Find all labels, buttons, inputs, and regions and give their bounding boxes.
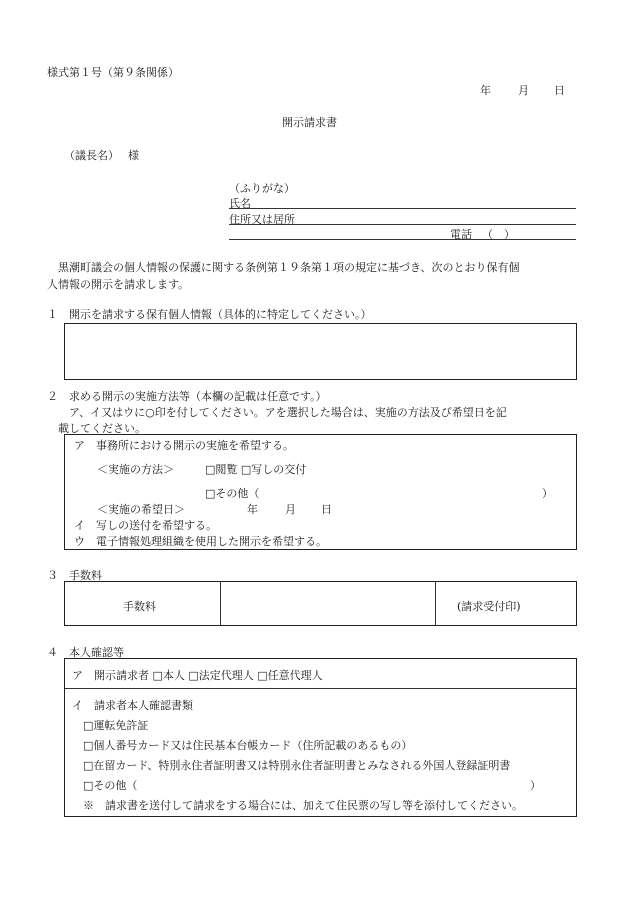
addressee-name: （議長名）	[64, 149, 119, 162]
phone-underline	[229, 239, 576, 240]
document-title: 開示請求書	[282, 116, 337, 129]
method-options[interactable]: □閲覧 □写しの交付	[205, 463, 307, 476]
section1-heading: １ 開示を請求する保有個人情報（具体的に特定してください。）	[47, 308, 372, 321]
date-day-label: 日	[554, 84, 565, 97]
fee-label: 手数料	[123, 600, 156, 613]
id-docs-title: イ 請求者本人確認書類	[72, 699, 193, 712]
option-i-label[interactable]: イ 写しの送付を希望する。	[74, 519, 217, 532]
preferred-month[interactable]: 月	[285, 503, 296, 516]
fee-amount-field[interactable]	[240, 586, 420, 622]
preferred-day[interactable]: 日	[321, 503, 332, 516]
preferred-year[interactable]: 年	[247, 503, 258, 516]
phone-parens: （ ）	[482, 228, 515, 241]
form-number: 様式第１号（第９条関係）	[47, 66, 179, 79]
doc-my-number-card[interactable]: □個人番号カード又は住民基本台帳カード（住所記載のあるもの）	[83, 739, 413, 752]
address-label: 住所又は居所	[229, 213, 295, 226]
addressee-honorific: 様	[128, 149, 139, 162]
address-underline	[229, 224, 576, 225]
furigana-label: （ふりがな）	[229, 182, 295, 195]
intro-line-1: 黒潮町議会の個人情報の保護に関する条例第１９条第１項の規定に基づき、次のとおり保有個	[47, 261, 520, 274]
option-a-label[interactable]: ア 事務所における開示の実施を希望する。	[74, 439, 294, 452]
date-preference-label: ＜実施の希望日＞	[97, 503, 185, 516]
doc-residence-card[interactable]: □在留カード、特別永住者証明書又は特別永住者証明書とみなされる外国人登録証明書	[83, 759, 511, 772]
fee-divider-2	[435, 582, 436, 626]
name-underline	[229, 208, 576, 209]
section4-heading: ４ 本人確認等	[47, 646, 124, 659]
section2-options-box	[64, 434, 577, 550]
requester-type-row[interactable]: ア 開示請求者 □本人 □法定代理人 □任意代理人	[72, 669, 323, 682]
doc-drivers-license[interactable]: □運転免許証	[83, 719, 149, 732]
fee-table	[64, 581, 577, 626]
section3-heading: ３ 手数料	[47, 569, 102, 582]
phone-label: 電話	[450, 228, 472, 241]
section2-note-line-1: ア、イ又はウに○印を付してください。アを選択した場合は、実施の方法及び希望日を記	[47, 406, 507, 419]
method-other[interactable]: □その他（	[205, 487, 260, 500]
option-u-label[interactable]: ウ 電子情報処理組織を使用した開示を希望する。	[74, 535, 327, 548]
stamp-label: (請求受付印)	[457, 600, 521, 613]
method-other-close: ）	[542, 487, 553, 500]
intro-line-2: 人情報の開示を請求します。	[47, 278, 190, 291]
section2-heading: ２ 求める開示の実施方法等（本欄の記載は任意です。）	[47, 390, 327, 403]
doc-other-close: ）	[530, 779, 541, 792]
section1-input-box[interactable]	[64, 323, 577, 380]
fee-divider-1	[220, 582, 221, 626]
identity-separator	[65, 688, 576, 689]
identity-box	[64, 658, 577, 817]
mail-request-note: ※ 請求書を送付して請求をする場合には、加えて住民票の写し等を添付してください。	[83, 799, 523, 812]
method-label: ＜実施の方法＞	[97, 463, 174, 476]
doc-other[interactable]: □その他（	[83, 779, 138, 792]
name-label: 氏名	[229, 197, 251, 210]
date-month-label: 月	[518, 84, 529, 97]
section2-note-line-2: 載してください。	[47, 422, 146, 435]
date-year-label: 年	[480, 84, 491, 97]
